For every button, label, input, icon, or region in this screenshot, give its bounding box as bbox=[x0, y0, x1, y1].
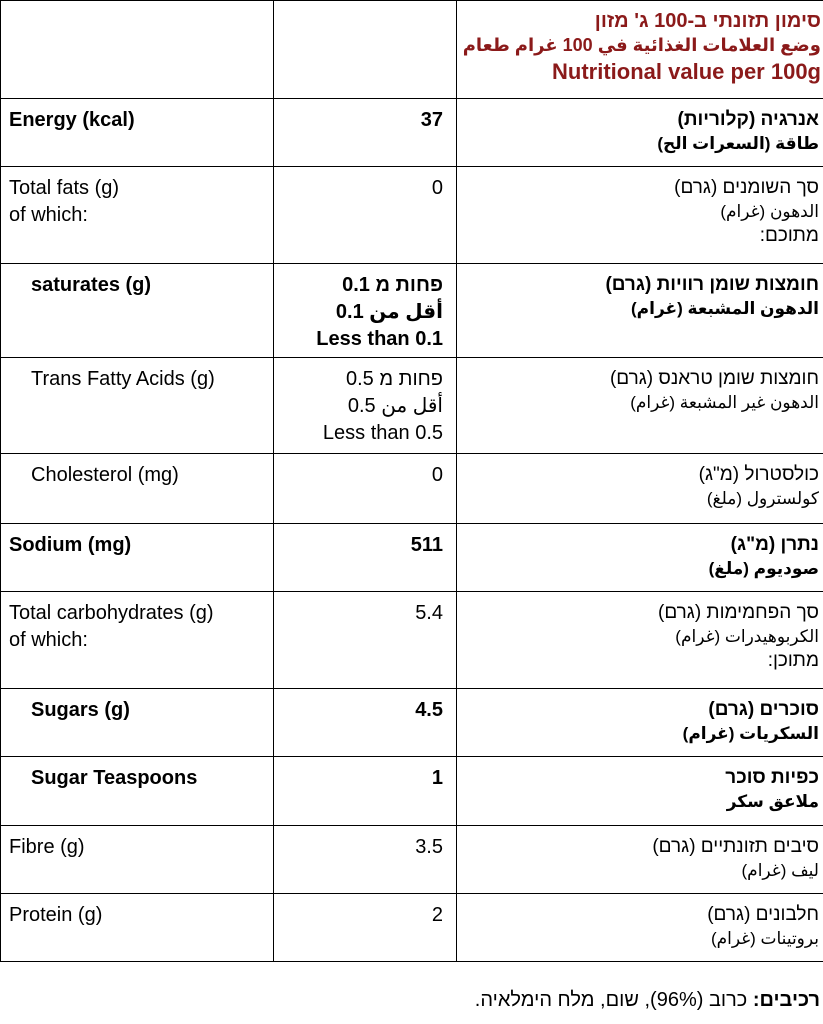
row-label-en: Protein (g) bbox=[9, 904, 103, 926]
row-label-en-sub: of which: bbox=[9, 629, 88, 651]
row-label-en: Fibre (g) bbox=[9, 836, 85, 858]
row-value-en: Less than 0.5 bbox=[322, 422, 443, 444]
row-label-ar: كولسترول (ملغ) bbox=[706, 489, 819, 508]
header-blank-cell bbox=[1, 1, 274, 99]
table-row bbox=[1, 592, 823, 689]
ingredients-text: כרוב (96%), שום, מלח הימלאיה. bbox=[474, 989, 753, 1011]
ingredients-section bbox=[0, 962, 823, 1024]
table-row bbox=[1, 454, 823, 524]
row-value: 2 bbox=[431, 904, 443, 926]
row-value-en: Less than 0.1 bbox=[316, 328, 443, 350]
row-label-he: כולסטרול (מ"ג) bbox=[698, 464, 819, 485]
row-label-he: סוכרים (גרם) bbox=[708, 699, 819, 720]
row-label-ar: الدهون غير المشبعة (غرام) bbox=[630, 393, 819, 412]
row-label-en: Trans Fatty Acids (g) bbox=[31, 368, 215, 390]
row-label-he-sub: מתוכם: bbox=[759, 225, 819, 246]
table-row bbox=[1, 264, 823, 358]
row-label-he: חלבונים (גרם) bbox=[707, 904, 819, 925]
row-label-he: סך הפחמימות (גרם) bbox=[658, 602, 819, 623]
row-label-en: Sugar Teaspoons bbox=[31, 767, 198, 789]
row-label-he: אנרגיה (קלוריות) bbox=[677, 109, 819, 130]
row-label-ar: ليف (غرام) bbox=[741, 861, 819, 880]
row-value: 0 bbox=[431, 464, 443, 486]
row-label-en: Total carbohydrates (g) bbox=[9, 602, 214, 624]
row-label-ar: طاقة (السعرات الح) bbox=[657, 134, 819, 153]
row-label-en: Energy (kcal) bbox=[9, 109, 135, 131]
row-label-he: סך השומנים (גרם) bbox=[674, 177, 819, 198]
row-label-en: Cholesterol (mg) bbox=[31, 464, 179, 486]
table-row bbox=[1, 894, 823, 962]
table-row bbox=[1, 99, 823, 167]
table-row bbox=[1, 826, 823, 894]
row-value-he: פחות מ 0.1 bbox=[342, 274, 443, 296]
row-label-he-sub: מתוכן: bbox=[767, 650, 819, 671]
table-header-row bbox=[1, 1, 823, 99]
table-row bbox=[1, 757, 823, 826]
row-value: 0 bbox=[431, 177, 443, 199]
row-label-ar: الدهون المشبعة (غرام) bbox=[631, 299, 819, 318]
header-title-cell bbox=[457, 1, 823, 99]
row-label-en: Sodium (mg) bbox=[9, 534, 132, 556]
row-label-en-sub: of which: bbox=[9, 204, 88, 226]
row-label-ar: صوديوم (ملغ) bbox=[708, 559, 819, 578]
row-value-ar: أقل من 0.5 bbox=[347, 395, 443, 417]
row-value: 3.5 bbox=[415, 836, 443, 858]
row-label-he: נתרן (מ"ג) bbox=[730, 534, 819, 555]
header-english: Nutritional value per 100g bbox=[552, 59, 821, 84]
table-row bbox=[1, 167, 823, 264]
row-label-en: saturates (g) bbox=[31, 274, 152, 296]
row-label-ar: الدهون (غرام) bbox=[720, 202, 819, 221]
table-row bbox=[1, 358, 823, 454]
row-value: 4.5 bbox=[415, 699, 443, 721]
table-row bbox=[1, 524, 823, 592]
row-label-ar: الكربوهيدرات (غرام) bbox=[675, 627, 819, 646]
row-label-he: סיבים תזונתיים (גרם) bbox=[652, 836, 819, 857]
row-value: 37 bbox=[420, 109, 443, 131]
header-blank-cell bbox=[274, 1, 457, 99]
row-value: 511 bbox=[410, 534, 443, 556]
row-value-ar: أقل من 0.1 bbox=[335, 301, 443, 323]
row-label-he: כפיות סוכר bbox=[725, 767, 819, 788]
row-label-ar: بروتينات (غرام) bbox=[710, 929, 819, 948]
row-label-he: חומצות שומן טראנס (גרם) bbox=[609, 368, 819, 389]
table-row bbox=[1, 689, 823, 757]
row-value: 5.4 bbox=[415, 602, 443, 624]
header-arabic: وضع العلامات الغذائية في 100 غرام طعام bbox=[462, 35, 821, 55]
row-label-en: Total fats (g) bbox=[9, 177, 120, 199]
row-label-en: Sugars (g) bbox=[31, 699, 130, 721]
header-hebrew: סימון תזונתי ב-100 ג' מזון bbox=[594, 10, 821, 32]
row-value: 1 bbox=[431, 767, 443, 789]
row-label-he: חומצות שומן רוויות (גרם) bbox=[605, 274, 819, 295]
row-value-he: פחות מ 0.5 bbox=[345, 368, 443, 390]
ingredients-label: רכיבים: bbox=[752, 989, 820, 1011]
row-label-ar: ملاعق سكر bbox=[726, 792, 819, 811]
row-label-ar: السكريات (غرام) bbox=[682, 724, 819, 743]
